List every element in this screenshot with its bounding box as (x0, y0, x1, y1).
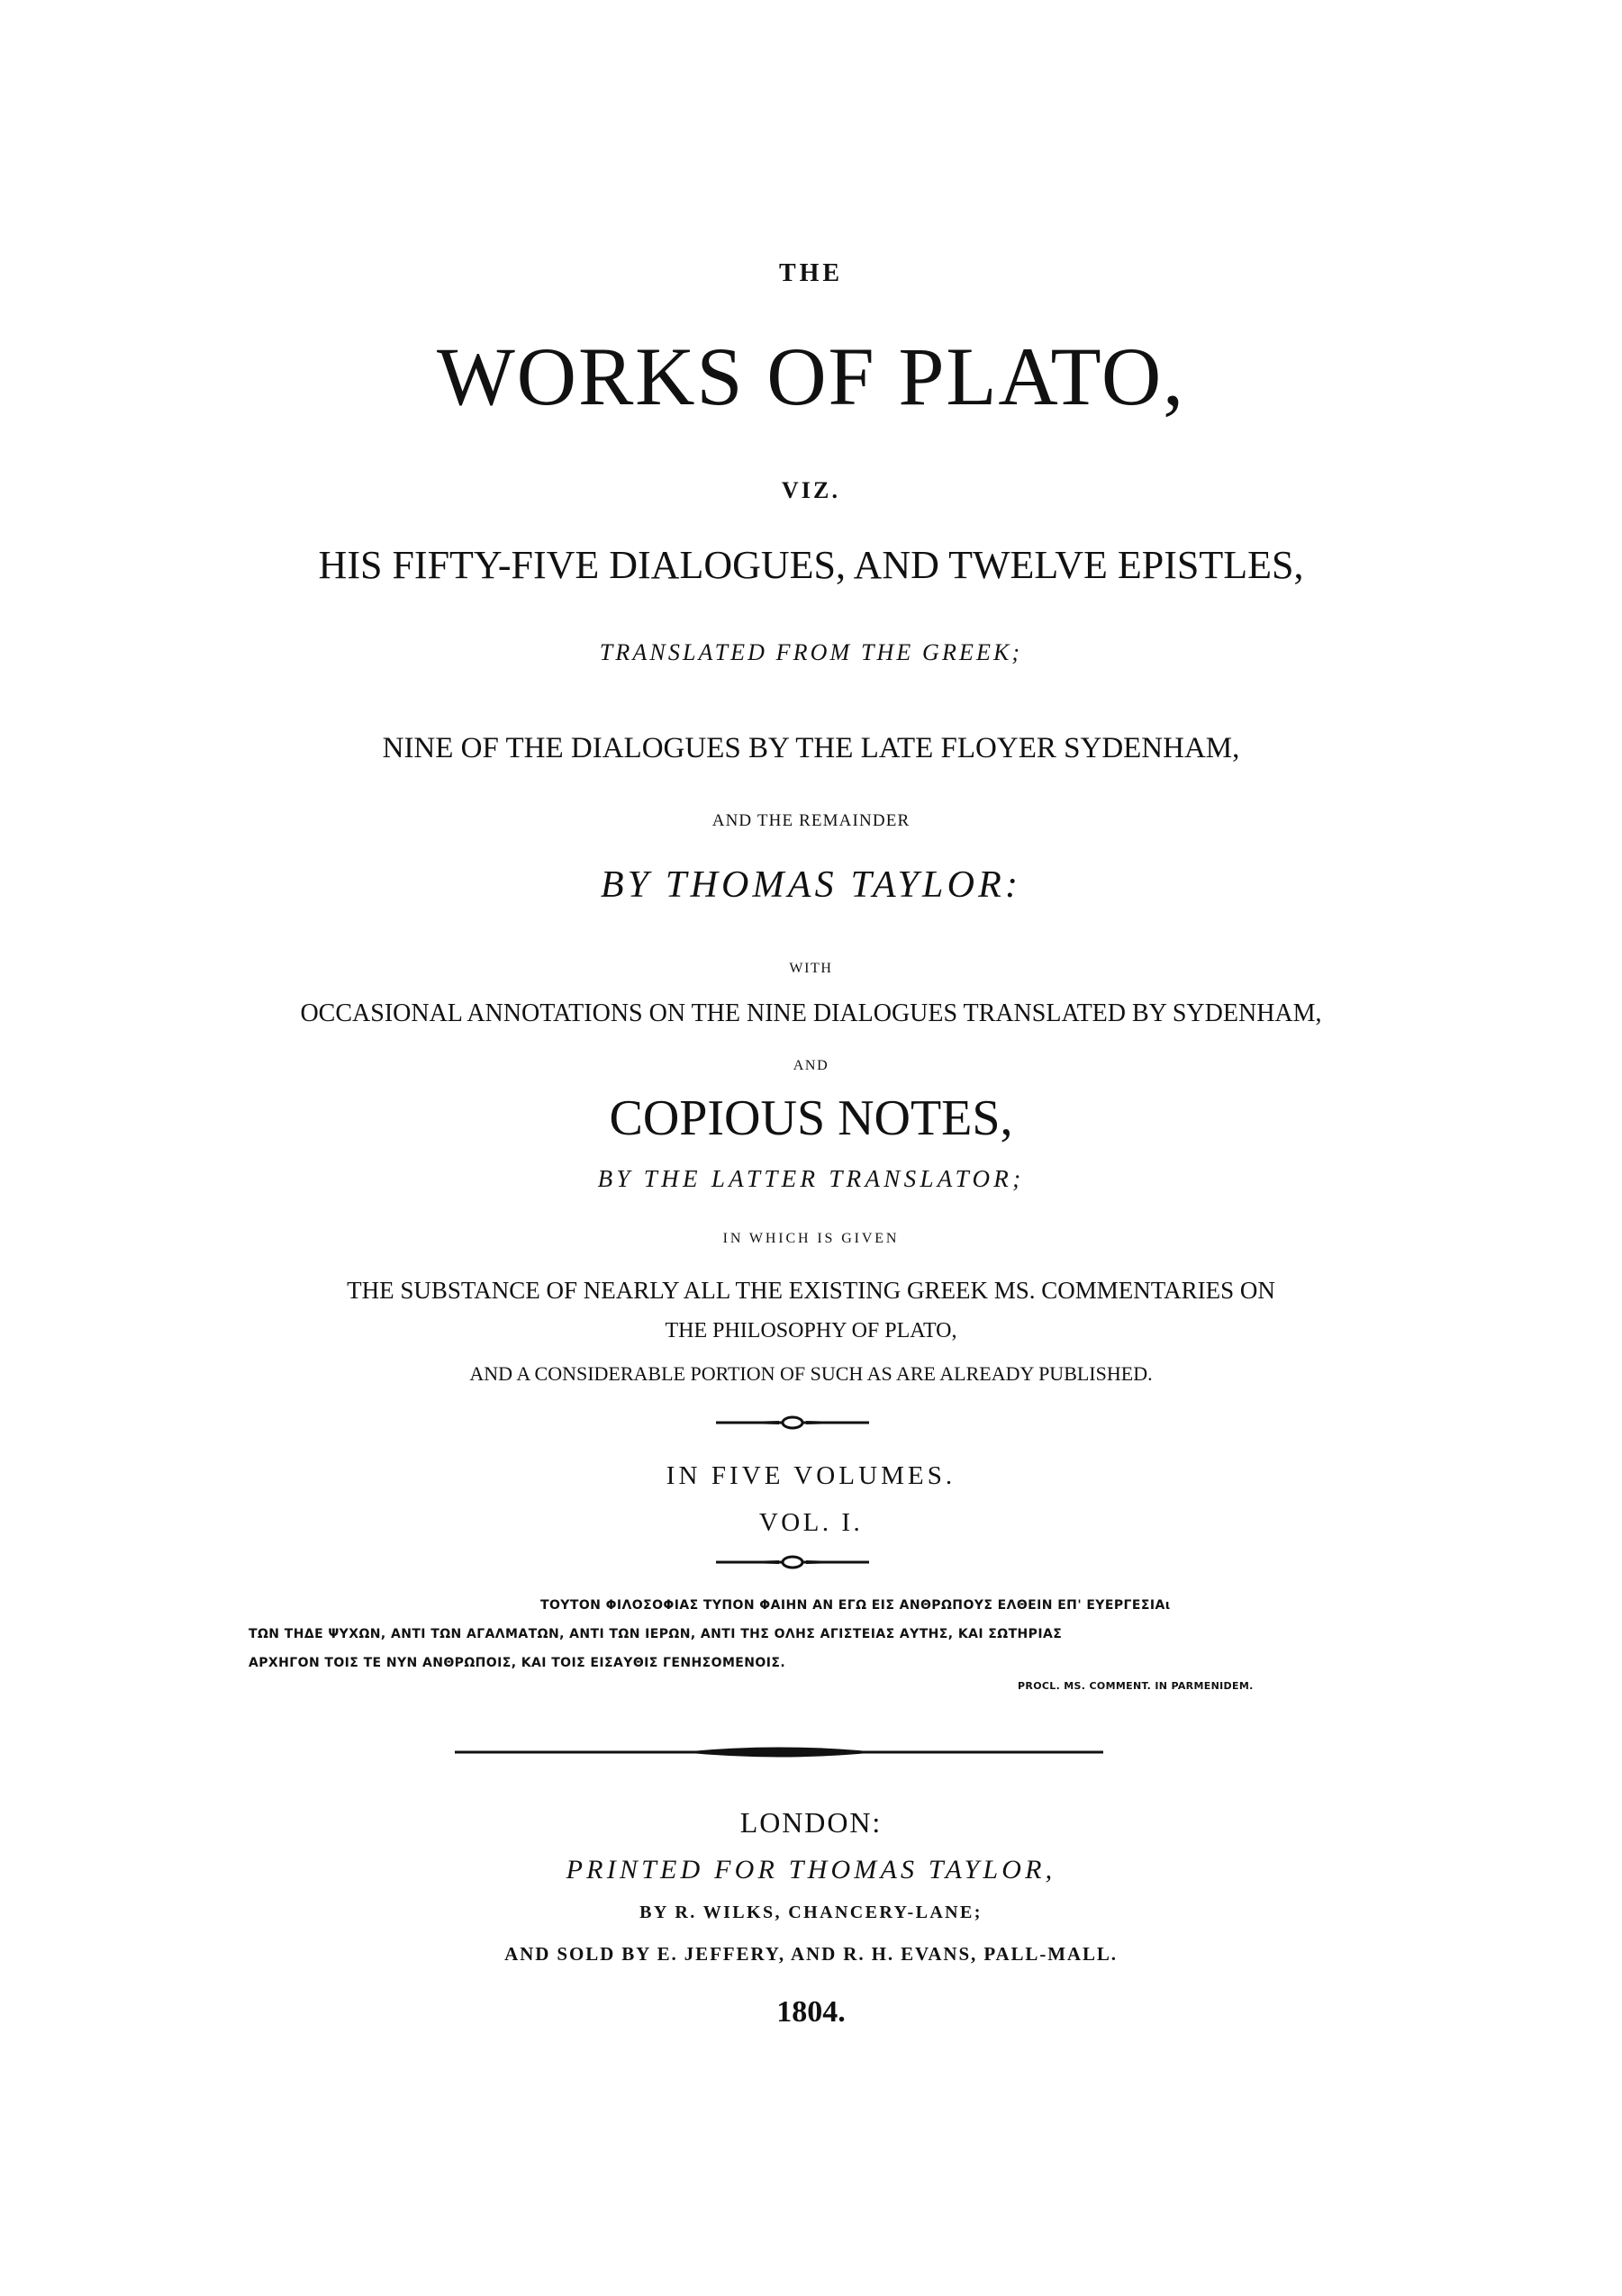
sold-by-line: AND SOLD BY E. JEFFERY, AND R. H. EVANS, PALL-MALL. (504, 1943, 1118, 1965)
in-which-is-given: IN WHICH IS GIVEN (722, 1231, 900, 1246)
nine-dialogues-sydenham: NINE OF THE DIALOGUES BY THE LATE FLOYER SYDENHAM, (382, 732, 1240, 764)
epigraph-line-3: ΑΡΧΗΓΟΝ ΤΟΙΣ ΤΕ ΝΥΝ ΑΝΘΡΩΠΟΙΣ, ΚΑΙ ΤΟΙΣ ΕΙΣΑΥΘΙΣ ΓΕΝΗΣΟΜΕΝΟΙΣ. (249, 1656, 786, 1670)
copious-notes: COPIOUS NOTES, (609, 1090, 1013, 1146)
epigraph-line-1: ΤΟΥΤΟΝ ΦΙΛΟΣΟΦΙΑΣ ΤΥΠΟΝ ΦΑΙΗΝ ΑΝ ΕΓΩ ΕΙΣ ΑΝΘΡΩΠΟΥΣ ΕΛΘΕΙΝ ΕΠ' ΕΥΕΡΓΕΣΙΑι (540, 1598, 1171, 1613)
with-label: WITH (789, 961, 833, 976)
occasional-annotations: OCCASIONAL ANNOTATIONS ON THE NINE DIALOGUES TRANSLATED BY SYDENHAM, (300, 999, 1322, 1027)
printed-for-thomas-taylor: PRINTED FOR THOMAS TAYLOR, (566, 1855, 1056, 1885)
substance-line-3: AND A CONSIDERABLE PORTION OF SUCH AS ARE ALREADY PUBLISHED. (469, 1362, 1153, 1385)
and-label: AND (793, 1058, 829, 1073)
epigraph-attribution: PROCL. MS. COMMENT. IN PARMENIDEM. (1018, 1680, 1254, 1692)
ornament-rule-top (716, 1415, 869, 1431)
viz-label: VIZ. (781, 477, 841, 503)
by-thomas-taylor: BY THOMAS TAYLOR: (600, 864, 1022, 906)
by-the-latter-translator: BY THE LATTER TRANSLATOR; (597, 1165, 1025, 1192)
epigraph-line-2: ΤΩΝ ΤΗΔΕ ΨΥΧΩΝ, ΑΝΤΙ ΤΩΝ ΑΓΑΛΜΑΤΩΝ, ΑΝΤΙ ΤΩΝ ΙΕΡΩΝ, ΑΝΤΙ ΤΗΣ ΟΛΗΣ ΑΓΙΣΤΕΙΑΣ ΑΥΤΗΣ, ΚΑΙ ΣΩΤΗΡΙΑΣ (249, 1627, 1063, 1641)
imprint-city: LONDON: (739, 1806, 883, 1839)
subtitle-dialogues-epistles: HIS FIFTY-FIVE DIALOGUES, AND TWELVE EPISTLES, (318, 543, 1304, 587)
volume-one: VOL. I. (758, 1508, 864, 1537)
title-the: THE (779, 259, 843, 287)
substance-line-2: THE PHILOSOPHY OF PLATO, (665, 1319, 957, 1342)
publication-year: 1804. (776, 1995, 846, 2029)
translated-from-greek: TRANSLATED FROM THE GREEK; (599, 639, 1023, 665)
main-title: WORKS OF PLATO, (436, 330, 1186, 422)
in-five-volumes: IN FIVE VOLUMES. (666, 1461, 956, 1490)
substance-line-1: THE SUBSTANCE OF NEARLY ALL THE EXISTING GREEK MS. COMMENTARIES ON (347, 1277, 1275, 1304)
ornament-rule-middle (716, 1554, 869, 1570)
heavy-divider-rule (455, 1742, 1103, 1762)
and-the-remainder: AND THE REMAINDER (711, 811, 911, 830)
printer-r-wilks: BY R. WILKS, CHANCERY-LANE; (639, 1903, 983, 1922)
